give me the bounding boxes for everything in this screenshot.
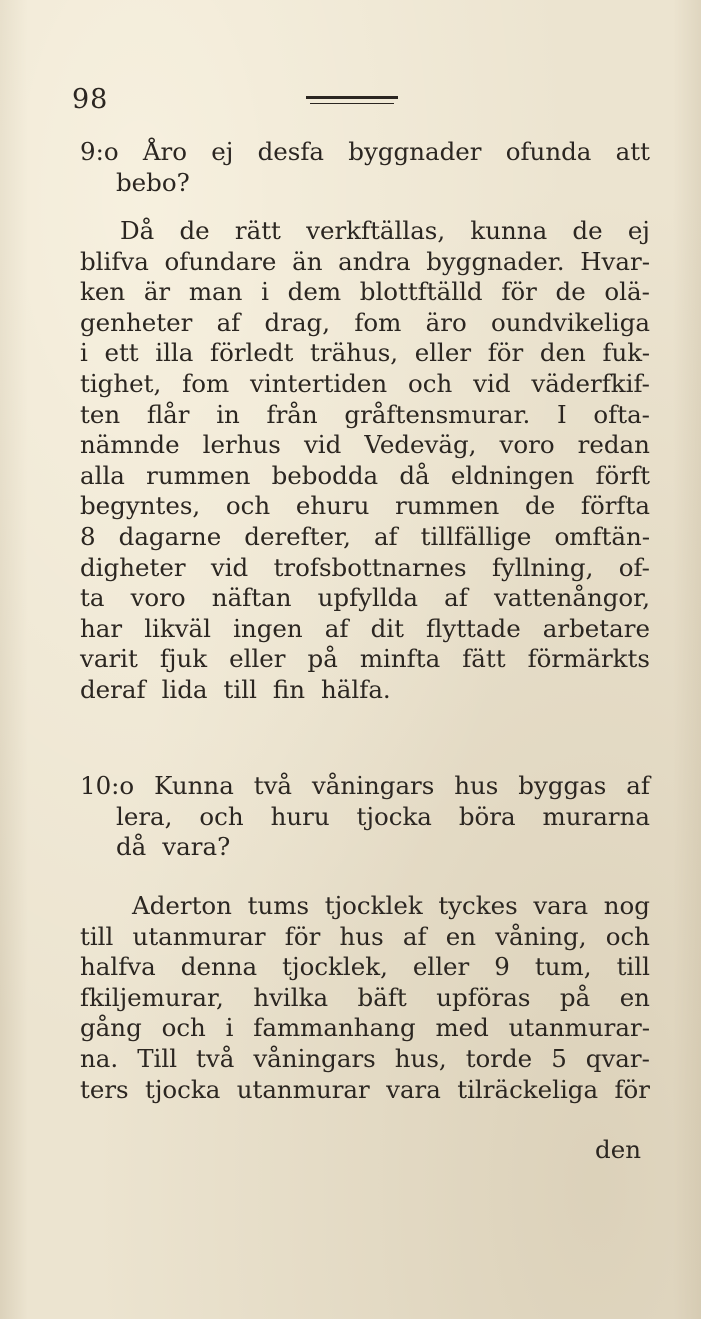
question-10 (80, 771, 650, 863)
text-line: 10:o Kunna två våningars hus byggas af (80, 771, 650, 800)
text-line: deraf lida till fin hälfa. (80, 674, 391, 704)
text-line: gång och i fammanhang med utanmurar- (80, 1013, 650, 1043)
header-rule (306, 96, 398, 99)
text-line: Aderton tums tjocklek tyckes vara nog (132, 891, 650, 920)
text-line: nämnde lerhus vid Vedeväg, voro redan (80, 430, 650, 460)
text-line: alla rummen bebodda då eldningen förft (80, 460, 650, 490)
text-line: i ett illa förledt trähus, eller för den fuk- (80, 338, 650, 368)
question-9 (80, 137, 650, 198)
text-line: ten flår in från gråftensmurar. I ofta- (80, 399, 650, 429)
text-line: fkiljemurar, hvilka bäft upföras på en (80, 982, 650, 1012)
text-line: ters tjocka utanmurar vara tilräckeliga för (80, 1074, 650, 1104)
page-number: 98 (72, 84, 109, 115)
text-line: begyntes, och ehuru rummen de förfta (80, 491, 650, 521)
text-line: har likväl ingen af dit flyttade arbetare (80, 613, 650, 643)
text-line: genheter af drag, fom äro oundvikeliga (80, 307, 650, 337)
text-line: ta voro näftan upfyllda af vattenångor, (80, 583, 650, 613)
answer-9 (80, 216, 650, 706)
text-line: bebo? (116, 167, 190, 197)
text-line: halfva denna tjocklek, eller 9 tum, till (80, 952, 650, 982)
text-line: tighet, fom vintertiden och vid väderfkif- (80, 368, 650, 398)
text-line: na. Till två våningars hus, torde 5 qvar- (80, 1043, 650, 1073)
catchword: den (595, 1135, 641, 1164)
text-line: digheter vid trofsbottnarnes fyllning, of- (80, 552, 650, 582)
text-line: till utanmurar för hus af en våning, och (80, 921, 650, 951)
text-line: ken är man i dem blottftälld för de olä- (80, 277, 650, 307)
text-line: då vara? (116, 832, 231, 862)
text-line: 9:o Åro ej desfa byggnader ofunda att (80, 137, 650, 166)
text-line: blifva ofundare än andra byggnader. Hvar- (80, 246, 650, 276)
text-line: lera, och huru tjocka böra murarna (116, 801, 650, 831)
answer-10 (80, 891, 650, 1105)
text-line: varit fjuk eller på minfta fätt förmärkts (80, 644, 650, 674)
text-line: Då de rätt verkftällas, kunna de ej (120, 216, 650, 245)
text-line: 8 dagarne derefter, af tillfällige omftän- (80, 521, 650, 551)
